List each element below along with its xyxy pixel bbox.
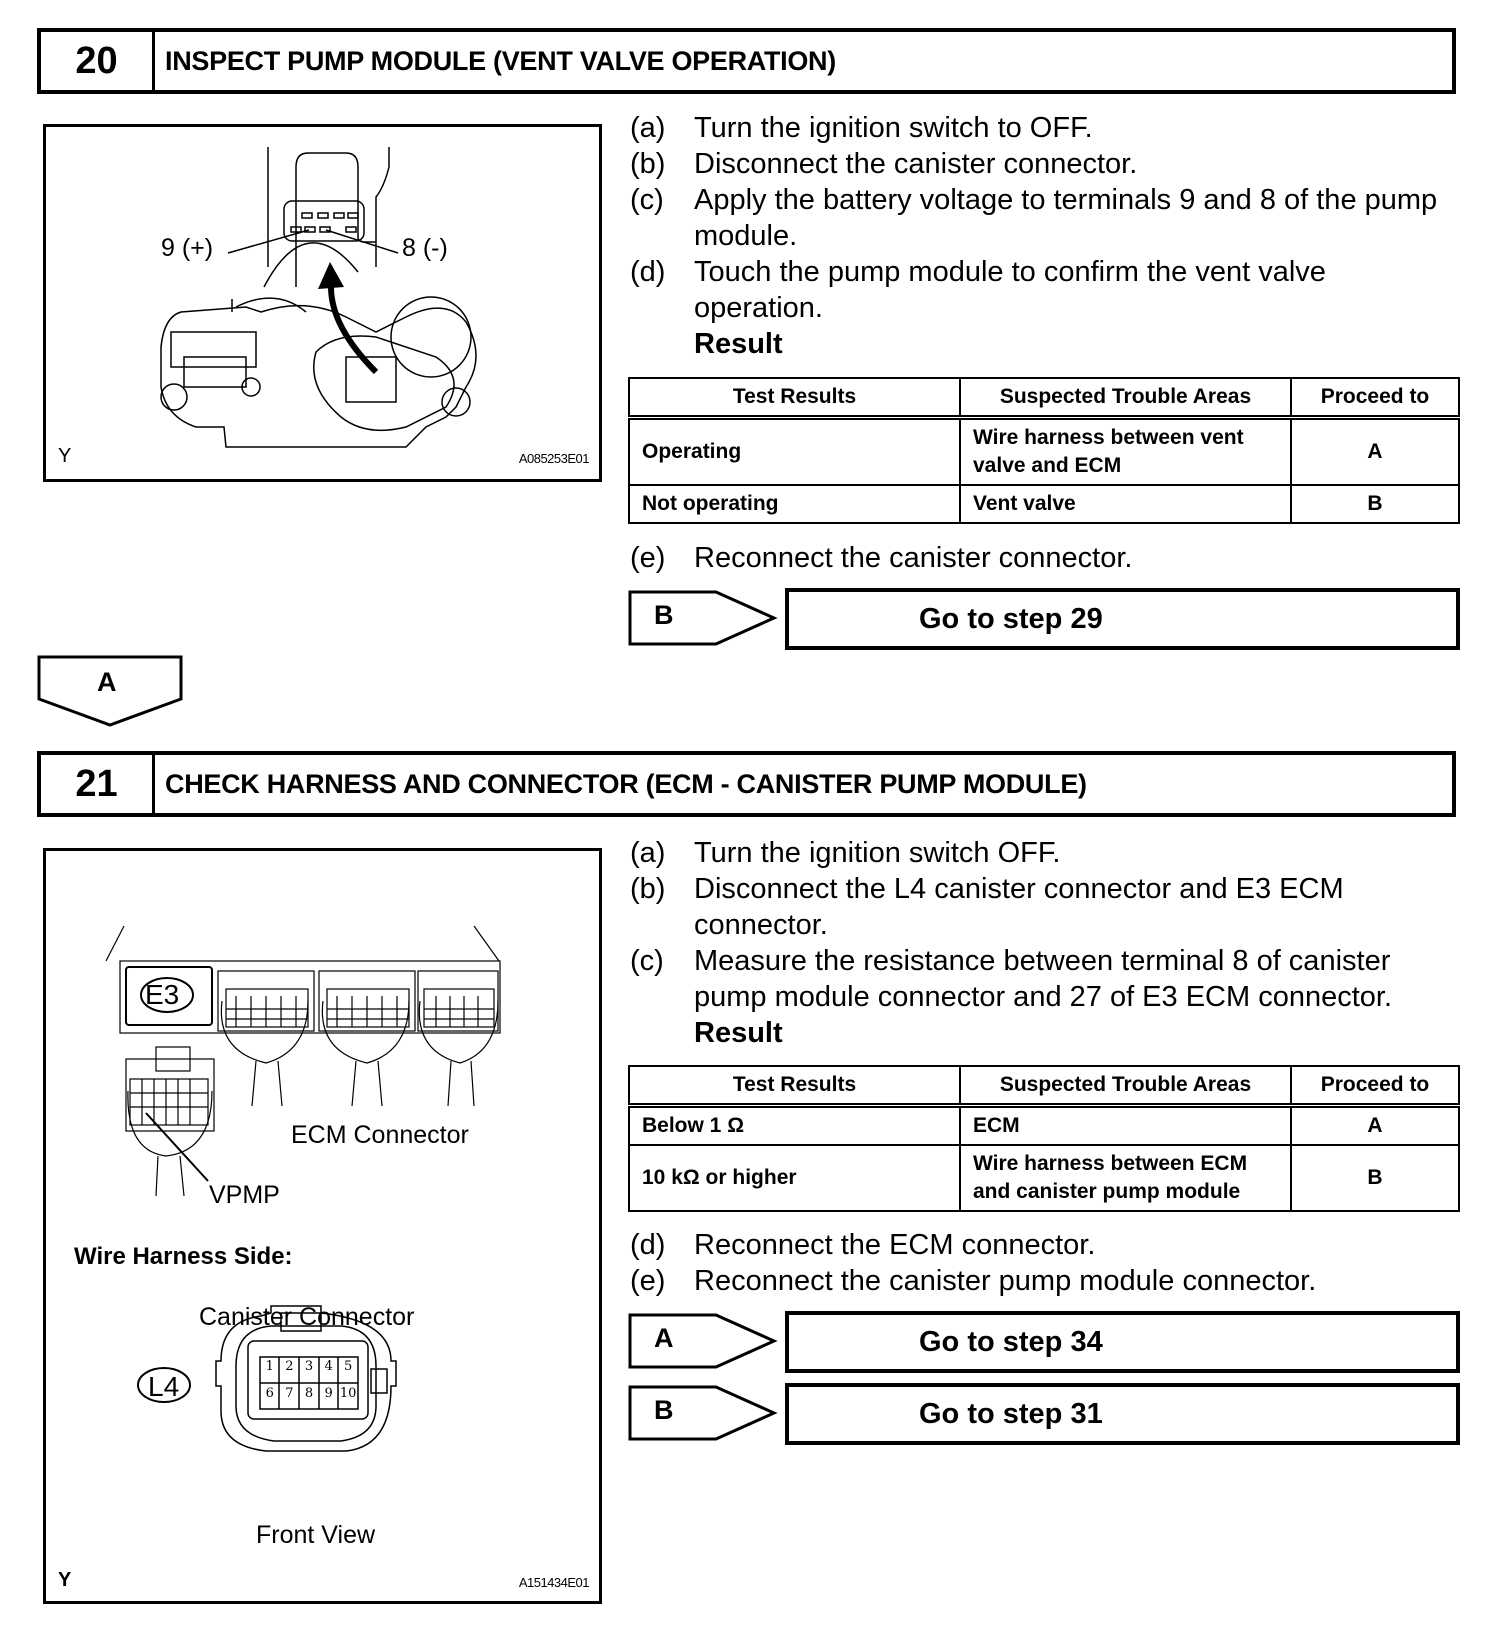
column-header: Test Results xyxy=(629,378,960,418)
step-20-instructions xyxy=(630,110,1450,362)
instruction-item: (a) Turn the ignition switch OFF. xyxy=(630,837,1061,869)
instruction-item: (d) Touch the pump module to confirm the vent valve operation. xyxy=(630,256,1326,324)
ecm-connector-label: ECM Connector xyxy=(291,1121,469,1149)
goto-tag-b[interactable]: B xyxy=(628,1385,778,1441)
step-title: INSPECT PUMP MODULE (VENT VALVE OPERATION) xyxy=(165,45,836,76)
column-header: Proceed to xyxy=(1291,1066,1459,1106)
illustration-code: A151434E01 xyxy=(518,1575,589,1590)
goto-tag-b[interactable]: B xyxy=(628,590,778,646)
continue-tag-a[interactable]: A xyxy=(37,655,185,727)
step-number: 21 xyxy=(41,755,155,813)
pin-row-bottom: 6 7 8 9 10 xyxy=(265,1386,357,1401)
corner-mark: Y xyxy=(58,445,72,467)
step-title: CHECK HARNESS AND CONNECTOR (ECM - CANISTER PUMP MODULE) xyxy=(165,768,1087,799)
front-view-label: Front View xyxy=(256,1521,376,1549)
goto-step-31-link[interactable]: Go to step 31 xyxy=(785,1383,1460,1445)
table-header-row xyxy=(629,1066,1459,1106)
step-21-result-table xyxy=(628,1065,1460,1212)
instruction-item: (e) Reconnect the canister pump module connector. xyxy=(630,1265,1317,1297)
instruction-item: (c) Measure the resistance between terminal 8 of canister pump module connector and 27 of E3 ECM connector. xyxy=(630,945,1393,1013)
step-21-post-instructions xyxy=(630,1227,1450,1299)
column-header: Suspected Trouble Areas xyxy=(960,1066,1291,1106)
result-label: Result xyxy=(694,328,783,360)
table-row: Not operating Vent valve B xyxy=(629,485,1459,523)
step-number: 20 xyxy=(41,32,155,90)
corner-mark: Y xyxy=(58,1569,72,1591)
instruction-item: (b) Disconnect the canister connector. xyxy=(630,148,1138,180)
step-20-header xyxy=(37,28,1456,94)
step-21-instructions xyxy=(630,835,1450,1051)
instruction-item: (b) Disconnect the L4 canister connector and E3 ECM connector. xyxy=(630,873,1344,941)
instruction-item: (e) Reconnect the canister connector. xyxy=(630,542,1133,574)
e3-connector-id: E3 xyxy=(145,979,180,1010)
step-20-result-table xyxy=(628,377,1460,524)
instruction-item: (d) Reconnect the ECM connector. xyxy=(630,1229,1096,1261)
step-21-header xyxy=(37,751,1456,817)
pin-row-top: 1 2 3 4 5 xyxy=(265,1359,353,1374)
pump-module-illustration xyxy=(43,124,602,482)
goto-tag-a[interactable]: A xyxy=(628,1313,778,1369)
illustration-code: A085253E01 xyxy=(518,451,589,466)
pump-module-drawing-icon xyxy=(46,127,599,479)
instruction-item: (c) Apply the battery voltage to terminals 9 and 8 of the pump module. xyxy=(630,184,1438,252)
step-20-post-instructions xyxy=(630,540,1450,576)
table-header-row xyxy=(629,378,1459,418)
right-arrow-tag-icon xyxy=(628,1385,778,1441)
right-arrow-tag-icon xyxy=(628,1313,778,1369)
column-header: Suspected Trouble Areas xyxy=(960,378,1291,418)
canister-connector-label: Canister Connector xyxy=(199,1303,415,1331)
goto-step-34-link[interactable]: Go to step 34 xyxy=(785,1311,1460,1373)
instruction-item: (a) Turn the ignition switch to OFF. xyxy=(630,112,1093,144)
column-header: Proceed to xyxy=(1291,378,1459,418)
terminal-9-plus-label: 9 (+) xyxy=(161,234,214,262)
wire-harness-side-label: Wire Harness Side: xyxy=(74,1243,293,1270)
l4-connector-id: L4 xyxy=(148,1371,180,1402)
right-arrow-tag-icon xyxy=(628,590,778,646)
connector-drawing-icon xyxy=(46,851,599,1601)
table-row: 10 kΩ or higher Wire harness between ECM and canister pump module B xyxy=(629,1145,1459,1211)
table-row: Operating Wire harness between vent valve and ECM A xyxy=(629,418,1459,486)
table-row: Below 1 Ω ECM A xyxy=(629,1106,1459,1146)
terminal-8-minus-label: 8 (-) xyxy=(402,234,448,262)
column-header: Test Results xyxy=(629,1066,960,1106)
vpmp-label: VPMP xyxy=(209,1181,280,1209)
result-label: Result xyxy=(694,1017,783,1049)
connector-illustration xyxy=(43,848,602,1604)
goto-step-29-link[interactable]: Go to step 29 xyxy=(785,588,1460,650)
